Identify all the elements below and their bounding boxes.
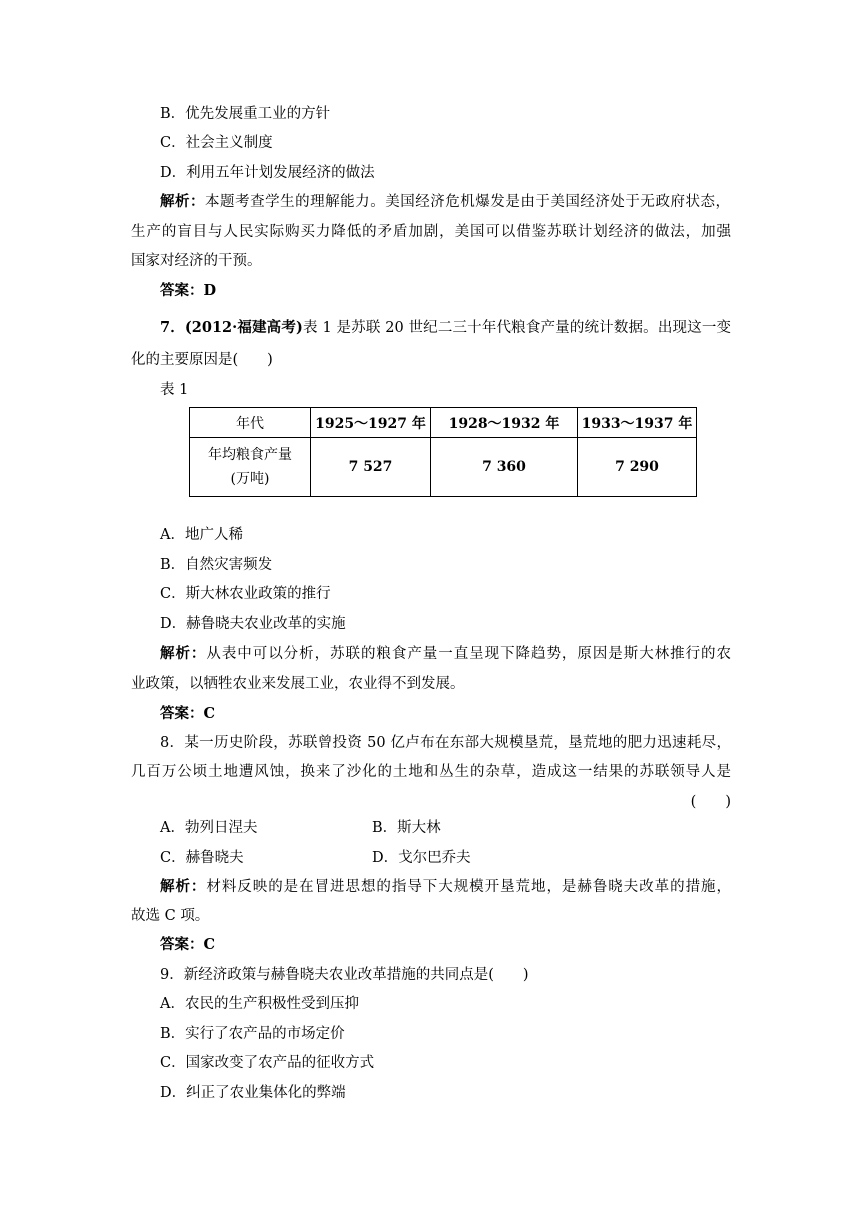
q8-option-d: D．戈尔巴乔夫 <box>372 850 471 866</box>
grain-output-table <box>189 407 697 497</box>
q6-analysis-line-1 <box>160 192 730 212</box>
q7-option-d: D．赫鲁晓夫农业改革的实施 <box>160 616 346 632</box>
q7-answer: 答案：C <box>160 705 216 722</box>
q7-option-a: A．地广人稀 <box>160 527 243 543</box>
q6-option-b: B．优先发展重工业的方针 <box>160 106 331 122</box>
q8-option-a: A．勃列日涅夫 <box>160 820 258 836</box>
q8-stem-line-1: 8．某一历史阶段，苏联曾投资 50 亿卢布在东部大规模垦荒，垦荒地的肥力迅速耗尽， <box>160 735 731 751</box>
q9-option-d: D．纠正了农业集体化的弊端 <box>160 1085 346 1101</box>
q9-stem: 9．新经济政策与赫鲁晓夫农业改革措施的共同点是( ) <box>160 967 529 983</box>
q6-analysis-label: 解析： <box>160 193 206 210</box>
q6-analysis-line-2: 生产的盲目与人民实际购买力降低的矛盾加剧，美国可以借鉴苏联计划经济的做法，加强 <box>131 224 731 240</box>
table-header-cell: 1925～1927 年 <box>311 408 431 438</box>
q7-analysis-line-2: 业政策，以牺牲农业来发展工业，农业得不到发展。 <box>131 676 465 692</box>
q7-analysis-text-1: 从表中可以分析，苏联的粮食产量一直呈现下降趋势，原因是斯大林推行的农 <box>206 646 731 662</box>
table-cell: 7 527 <box>311 438 431 497</box>
q7-stem-line-1 <box>160 318 731 338</box>
table-header-cell: 1933～1937 年 <box>578 408 697 438</box>
table-data-row <box>190 438 697 497</box>
q9-option-c: C．国家改变了农产品的征收方式 <box>160 1055 375 1071</box>
table-cell: 7 360 <box>431 438 578 497</box>
q7-option-c: C．斯大林农业政策的推行 <box>160 586 331 602</box>
table-header-cell: 年代 <box>190 408 311 438</box>
q8-option-b: B．斯大林 <box>372 820 441 836</box>
q6-answer: 答案：D <box>160 282 217 299</box>
q7-number: 7． <box>160 319 185 336</box>
q6-analysis-text-1: 本题考查学生的理解能力。美国经济危机爆发是由于美国经济处于无政府状态， <box>205 194 731 210</box>
q8-answer: 答案：C <box>160 936 216 953</box>
q9-option-a: A．农民的生产积极性受到压抑 <box>160 996 359 1012</box>
q6-analysis-line-3: 国家对经济的干预。 <box>131 253 262 269</box>
q8-analysis-label: 解析： <box>160 878 207 895</box>
q6-option-d: D．利用五年计划发展经济的做法 <box>160 165 375 181</box>
q7-table-caption: 表 1 <box>160 382 189 398</box>
q7-analysis-line-1 <box>160 644 731 664</box>
q8-analysis-line-1 <box>160 877 731 897</box>
q8-analysis-text-1: 材料反映的是在冒进思想的指导下大规模开垦荒地，是赫鲁晓夫改革的措施， <box>206 879 731 895</box>
q8-answer-blank: ( ) <box>690 794 731 810</box>
row-label-line-2: (万吨) <box>230 471 270 487</box>
q9-option-b: B．实行了农产品的市场定价 <box>160 1026 345 1042</box>
q8-stem-line-2: 几百万公顷土地遭风蚀，换来了沙化的土地和丛生的杂草，造成这一结果的苏联领导人是 <box>131 764 731 780</box>
table-header-row <box>190 408 697 438</box>
table-header-cell: 1928～1932 年 <box>431 408 578 438</box>
q8-option-c: C．赫鲁晓夫 <box>160 850 244 866</box>
q8-analysis-line-2: 故选 C 项。 <box>131 908 210 924</box>
q7-stem-text-1: 表 1 是苏联 20 世纪二三十年代粮食产量的统计数据。出现这一变 <box>302 320 731 336</box>
row-label-line-1: 年均粮食产量 <box>208 447 292 463</box>
table-cell: 7 290 <box>578 438 697 497</box>
q7-stem-line-2: 化的主要原因是( ) <box>131 352 273 368</box>
q7-option-b: B．自然灾害频发 <box>160 557 273 573</box>
q7-source: (2012·福建高考) <box>184 319 303 336</box>
table-row-label <box>190 438 311 497</box>
q7-analysis-label: 解析： <box>160 645 207 662</box>
q6-option-c: C．社会主义制度 <box>160 135 273 151</box>
